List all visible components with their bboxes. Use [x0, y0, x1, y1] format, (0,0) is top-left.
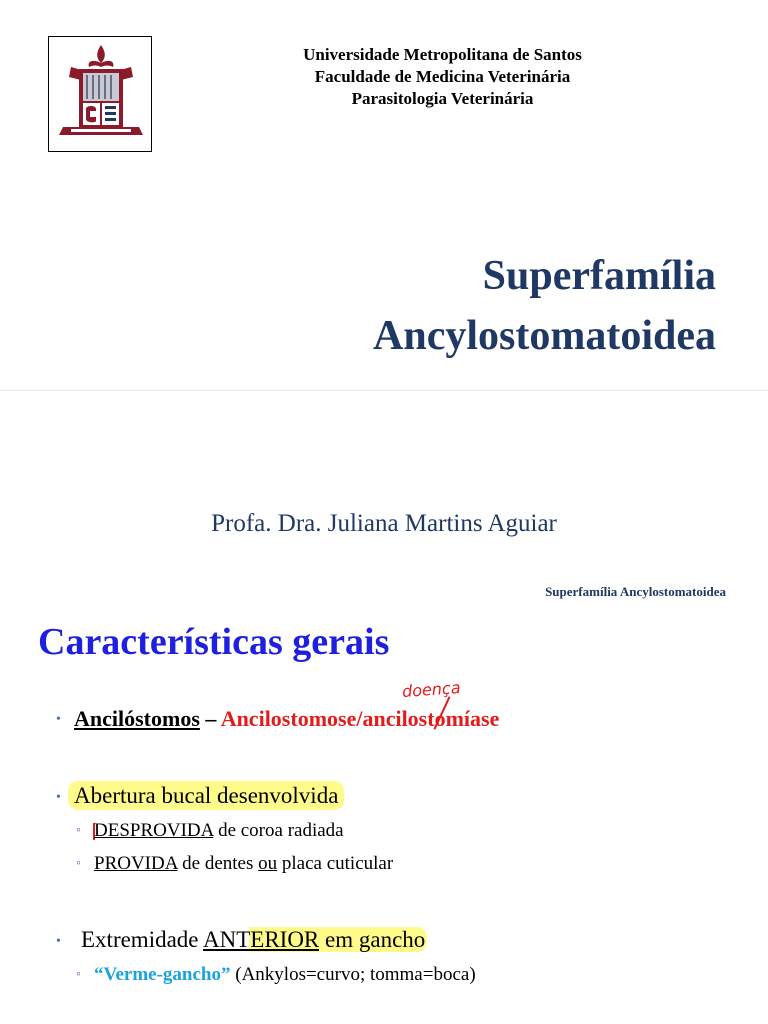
term-ancilostomos: Ancilóstomos — [74, 706, 200, 731]
disease-name: Ancilostomose/ancilostomíase — [220, 706, 500, 731]
slide-divider — [0, 390, 768, 391]
slide-header: Superfamília Ancylostomatoidea — [545, 584, 726, 599]
section-heading: Características gerais — [38, 621, 390, 663]
bullet-dot-icon: • — [56, 934, 61, 949]
circle-bullet-icon: ◦ — [76, 967, 81, 982]
dash: – — [199, 706, 221, 731]
sub1-rest: de coroa radiada — [213, 820, 344, 841]
quote-verme-gancho: “Verme-gancho” — [94, 964, 231, 985]
title-line-2: Ancylostomatoidea — [373, 313, 716, 359]
bullet-dot-icon: • — [56, 712, 61, 727]
sub-bullet-verme-gancho — [94, 964, 476, 986]
highlighted-text: Abertura bucal desenvolvida — [68, 781, 344, 810]
term-desprovida: DESPROVIDA — [94, 820, 214, 841]
circle-bullet-icon: ◦ — [76, 823, 81, 838]
etymology: (Ankylos=curvo; tomma=boca) — [230, 964, 476, 985]
sub-bullet-desprovida — [94, 820, 344, 842]
handwritten-note: doença — [401, 677, 462, 702]
sub2-rest: placa cuticular — [277, 853, 394, 874]
bullet-dot-icon: • — [56, 790, 61, 805]
university-crest-icon — [48, 36, 152, 152]
rest: em gancho — [319, 927, 426, 952]
term-anterior: ANTERIOR — [203, 927, 320, 952]
term-ou: ou — [258, 853, 278, 874]
institution-name: Universidade Metropolitana de Santos — [303, 45, 582, 64]
author-name: Profa. Dra. Juliana Martins Aguiar — [211, 510, 557, 537]
title-slide — [0, 0, 768, 390]
institution-header — [230, 44, 655, 110]
circle-bullet-icon: ◦ — [76, 856, 81, 871]
course-name: Parasitologia Veterinária — [351, 89, 534, 108]
faculty-name: Faculdade de Medicina Veterinária — [314, 67, 571, 86]
bullet-abertura-bucal — [68, 783, 344, 809]
bullet-extremidade — [81, 927, 427, 953]
title-line-1: Superfamília — [482, 253, 716, 299]
slide-title — [373, 246, 716, 366]
sub-bullet-provida — [94, 853, 393, 875]
prefix: Extremidade — [81, 927, 203, 952]
term-provida: PROVIDA — [94, 853, 178, 874]
sub2-mid: de dentes — [177, 853, 259, 874]
